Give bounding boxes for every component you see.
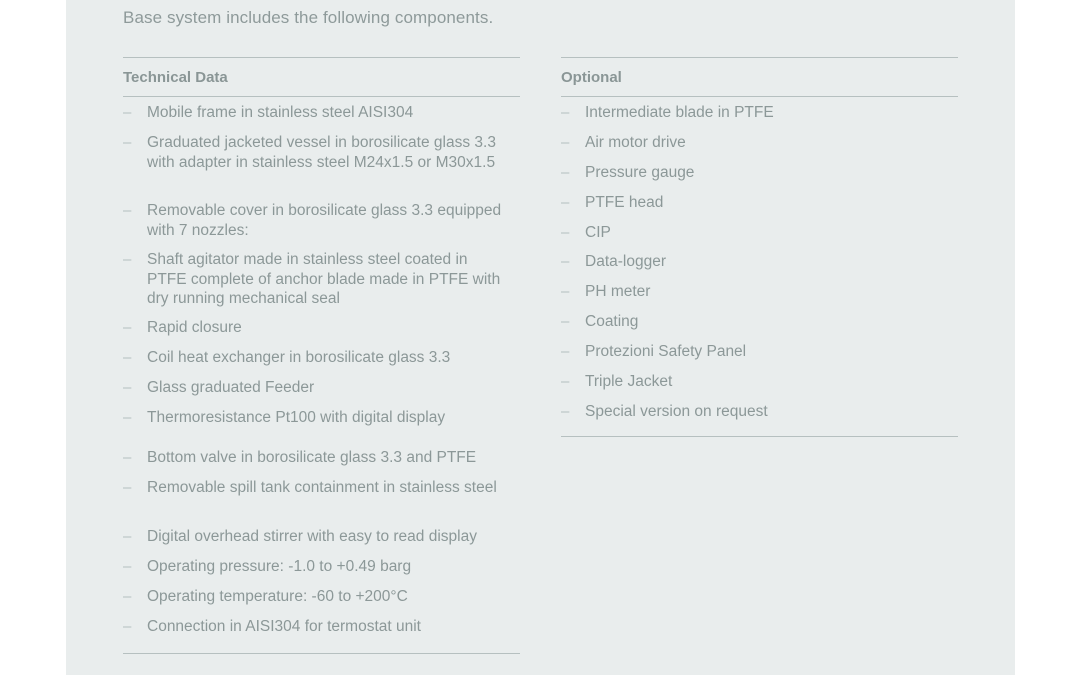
dash-bullet: –: [123, 588, 132, 605]
list-item: – Removable cover in borosilicate glass 3.3 equipped with 7 nozzles:: [123, 202, 502, 239]
dash-bullet: –: [123, 409, 132, 426]
dash-bullet: –: [123, 349, 132, 366]
optional-column: [561, 57, 958, 420]
dash-bullet: –: [561, 164, 570, 181]
dash-bullet: –: [123, 319, 132, 336]
dash-bullet: –: [561, 373, 570, 390]
dash-bullet: –: [123, 449, 132, 466]
dash-bullet: –: [123, 479, 132, 496]
list-item: – CIP: [561, 224, 611, 241]
technical-data-end-rule: [123, 653, 520, 654]
technical-data-column: [123, 57, 520, 635]
list-item: – Coating: [561, 313, 639, 330]
list-item: – Triple Jacket: [561, 373, 673, 390]
list-item: – Intermediate blade in PTFE: [561, 104, 774, 121]
dash-bullet: –: [561, 313, 570, 330]
list-item: – PTFE head: [561, 194, 664, 211]
dash-bullet: –: [561, 403, 570, 420]
list-item: – Thermoresistance Pt100 with digital display: [123, 409, 446, 426]
dash-bullet: –: [123, 379, 132, 396]
list-item: – Digital overhead stirrer with easy to read display: [123, 528, 477, 545]
list-item: – Operating pressure: -1.0 to +0.49 barg: [123, 558, 412, 575]
dash-bullet: –: [123, 134, 132, 151]
dash-bullet: –: [123, 251, 132, 268]
list-item: – Mobile frame in stainless steel AISI304: [123, 104, 414, 121]
dash-bullet: –: [561, 253, 570, 270]
list-item: – Connection in AISI304 for termostat unit: [123, 618, 421, 635]
list-item: – Glass graduated Feeder: [123, 379, 315, 396]
technical-data-heading: Technical Data: [123, 58, 520, 97]
list-item: – Special version on request: [561, 403, 768, 420]
dash-bullet: –: [123, 202, 132, 219]
optional-end-rule: [561, 436, 958, 437]
list-item: – Protezioni Safety Panel: [561, 343, 747, 360]
list-item: – Graduated jacketed vessel in borosilicate glass 3.3 with adapter in stainless steel M24x1.5 or M30x1.5: [123, 134, 496, 171]
dash-bullet: –: [123, 528, 132, 545]
dash-bullet: –: [561, 283, 570, 300]
dash-bullet: –: [561, 224, 570, 241]
dash-bullet: –: [123, 558, 132, 575]
list-item: – Bottom valve in borosilicate glass 3.3 and PTFE: [123, 449, 477, 466]
dash-bullet: –: [123, 618, 132, 635]
list-item: – Coil heat exchanger in borosilicate glass 3.3: [123, 349, 451, 366]
intro-text: Base system includes the following components.: [123, 8, 494, 27]
list-item: – Pressure gauge: [561, 164, 695, 181]
list-item: – PH meter: [561, 283, 651, 300]
dash-bullet: –: [561, 134, 570, 151]
dash-bullet: –: [123, 104, 132, 121]
list-item: – Air motor drive: [561, 134, 686, 151]
list-item: – Removable spill tank containment in stainless steel: [123, 479, 497, 496]
list-item: – Operating temperature: -60 to +200°C: [123, 588, 408, 605]
list-item: – Rapid closure: [123, 319, 242, 336]
dash-bullet: –: [561, 194, 570, 211]
dash-bullet: –: [561, 343, 570, 360]
optional-heading: Optional: [561, 58, 958, 97]
list-item: – Shaft agitator made in stainless steel coated in PTFE complete of anchor blade made in PTFE with dry running mechanical seal: [123, 251, 501, 307]
dash-bullet: –: [561, 104, 570, 121]
list-item: – Data-logger: [561, 253, 666, 270]
